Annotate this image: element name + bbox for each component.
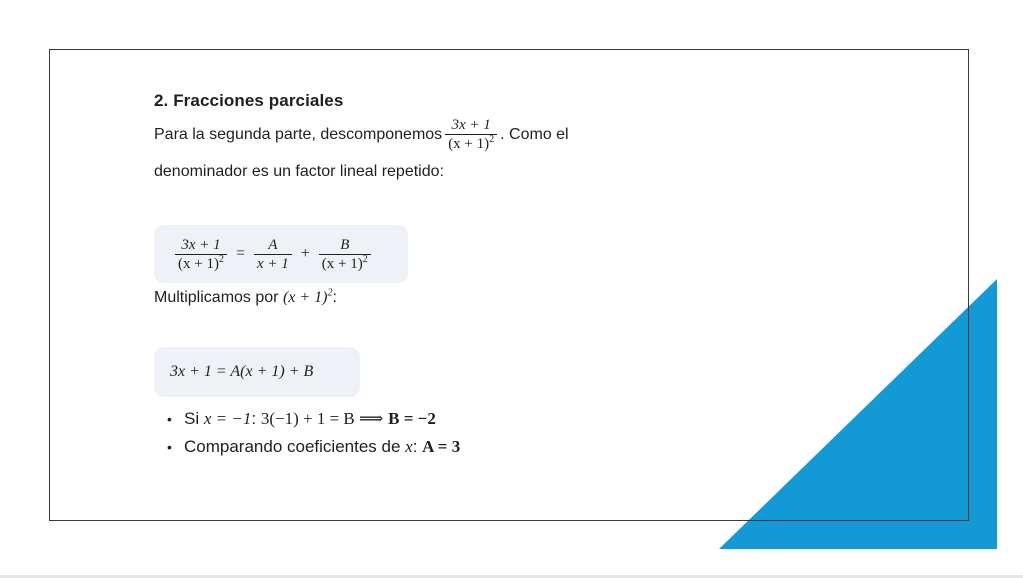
intro-line2: denominador es un factor lineal repetido: [154, 163, 444, 180]
eq1-term1-num: A [268, 236, 278, 253]
eq1-term1 [254, 236, 292, 273]
bullet-1-math: x = −1 [203, 409, 252, 428]
equation-box-decomposition [154, 225, 408, 283]
eq1-lhs [175, 236, 227, 273]
eq1-lhs-exp: 2 [218, 253, 224, 265]
bullet-2-prefix: Comparando coeficientes de [184, 437, 401, 456]
multiply-expr [283, 289, 333, 307]
equation-box-multiplied [154, 347, 360, 397]
intro-paragraph [154, 116, 794, 153]
eq1-equals: = [235, 245, 245, 262]
multiply-expr-base: (x + 1) [282, 289, 328, 306]
bullet-2-math: x [405, 437, 413, 456]
intro-after: . Como el [500, 125, 569, 143]
bullet-2-result: A = 3 [422, 437, 461, 456]
equation2-text: 3x + 1 = A(x + 1) + B [170, 363, 314, 380]
eq1-lhs-num: 3x + 1 [181, 236, 221, 253]
bullet-item-1 [154, 405, 794, 433]
eq1-term2-num: B [340, 236, 350, 253]
multiply-text: Multiplicamos por [154, 289, 279, 306]
bullet-2-sep: : [412, 437, 418, 456]
eq1-term2-exp: 2 [362, 253, 368, 265]
eq1-plus: + [300, 245, 310, 262]
eq1-lhs-den: (x + 1) [178, 255, 219, 272]
multiply-colon: : [332, 289, 337, 306]
bullet-list [154, 405, 794, 461]
multiply-paragraph [154, 289, 794, 307]
intro-fraction [445, 116, 497, 153]
eq1-term1-den: x + 1 [256, 255, 289, 272]
bullet-1-prefix: Si [184, 409, 200, 428]
bullet-1-sep: : [251, 409, 257, 428]
section-content [154, 90, 794, 461]
intro-frac-num: 3x + 1 [451, 117, 491, 133]
bullet-1-result: B = −2 [388, 409, 436, 428]
multiply-expr-exp: 2 [327, 287, 333, 299]
bullet-item-2 [154, 433, 794, 461]
eq1-term2-den: (x + 1) [321, 255, 363, 272]
eq1-term2 [319, 236, 371, 273]
intro-frac-den: (x + 1) [448, 136, 490, 152]
bullet-1-rest: 3(−1) + 1 = B ⟹ [260, 409, 384, 428]
intro-frac-exp: 2 [489, 134, 495, 145]
intro-text: Para la segunda parte, descomponemos [154, 125, 443, 143]
section-heading: 2. Fracciones parciales [154, 91, 344, 110]
